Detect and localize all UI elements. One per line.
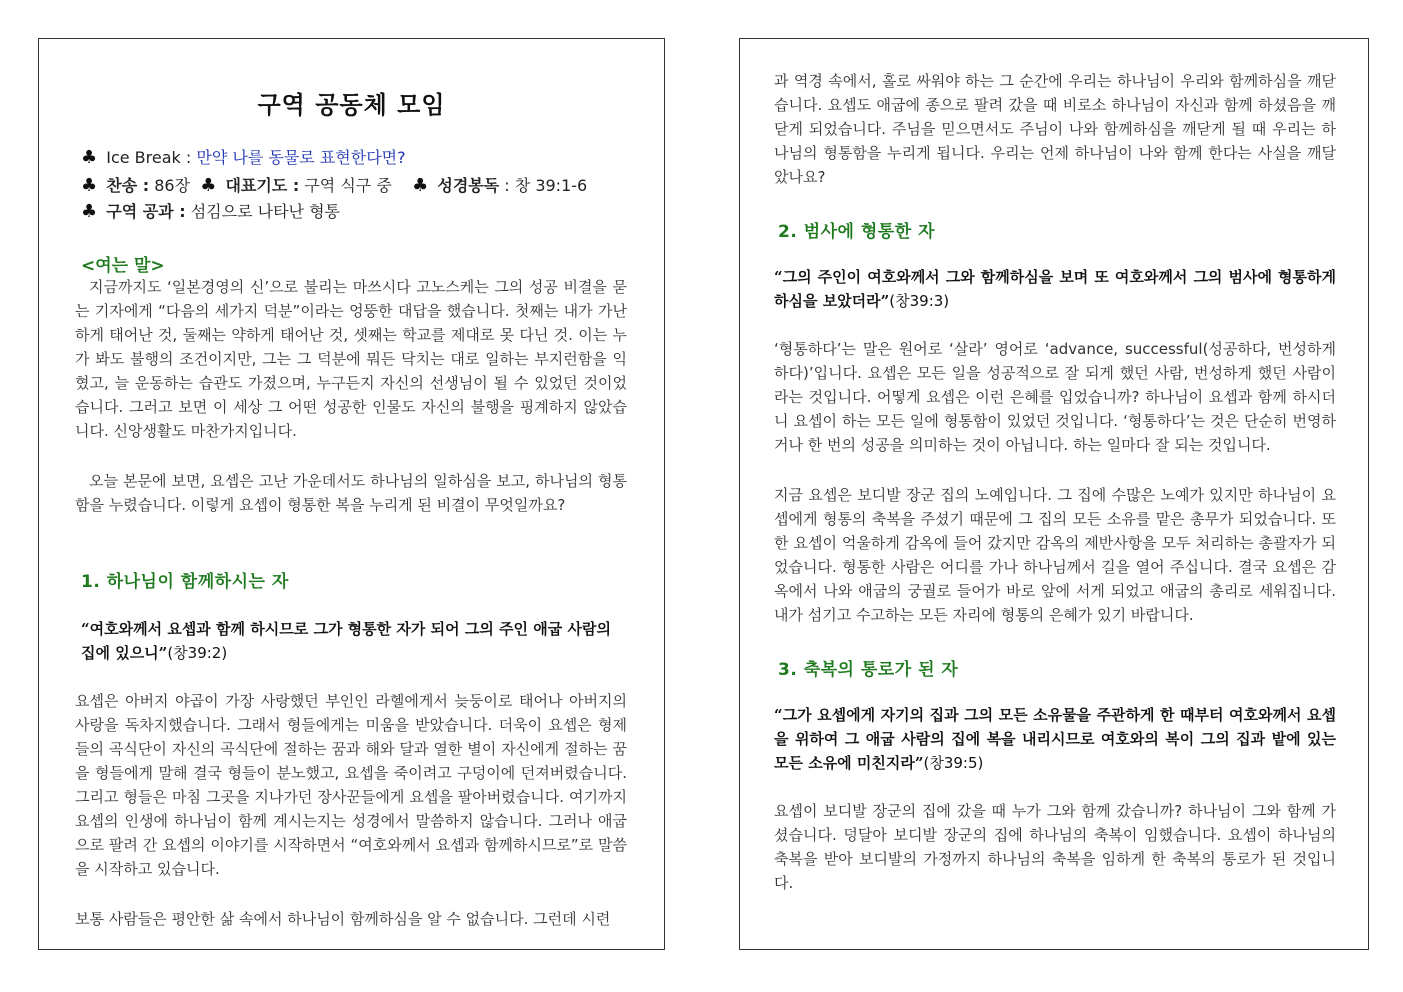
reading-value: : 창 39:1-6 [504, 176, 588, 195]
section2-quote [774, 265, 1336, 313]
hymn-label: 찬송 : [106, 176, 150, 195]
ice-break-line [81, 145, 406, 168]
page-title: 구역 공동체 모임 [257, 91, 446, 119]
section2-paragraph-2: 지금 요셉은 보디발 장군 집의 노예입니다. 그 집에 수많은 노예가 있지만 하나님이 요셉에게 형통의 축복을 주셨기 때문에 그 집의 모든 소유를 맡은 총무가 되었습니다. 또한 요셉이 억울하게 감옥에 들어 갔지만 감옥의 제반사항을 모두 처리하는 총괄자가 되었습니다. 형통한 사람은 어디를 가나 하나님께서 길을 열어 주십니다. 결국 요셉은 감옥에서 나와 애굽의 궁궐로 들어가 바로 앞에 서게 되었고 애굽의 총리로 세워집니다. 내가 섬기고 수고하는 모든 자리에 형통의 은혜가 있기 바랍니다. [774, 486, 1336, 624]
lesson-label: 구역 공과 : [106, 202, 186, 221]
section3-quote-ref: (창39:5) [923, 754, 984, 772]
opening-heading: <여는 말> [81, 256, 165, 276]
section2-paragraph-1: ‘형통하다’는 말은 원어로 ‘살라’ 영어로 ‘advance, successful(성공하다, 번성하게 하다)’입니다. 요셉은 모든 일을 성공적으로 잘 되게 했던 사람, 번성하게 했던 사람이라는 것입니다. 어떻게 요셉은 이런 은혜를 입었습니까? 하나님이 요셉과 함께 하시더니 요셉이 하는 모든 일에 형통함이 있었던 것입니다. ‘형통하다’는 것은 단순히 번영하거나 한 번의 성공을 의미하는 것이 아닙니다. 하는 일마다 잘 되는 것입니다. [774, 340, 1336, 454]
right-page [739, 38, 1369, 950]
lesson-line [81, 199, 340, 222]
section1-quote-text: “여호와께서 요셉과 함께 하시므로 그가 형통한 자가 되어 그의 주인 애굽 사람의 집에 있으니” [81, 620, 611, 662]
section2-heading: 2. 범사에 형통한 자 [778, 222, 935, 242]
ice-break-value: 만약 나를 동물로 표현한다면? [196, 148, 406, 167]
prayer-label: 대표기도 : [225, 176, 300, 195]
section3-quote-text: “그가 요셉에게 자기의 집과 그의 모든 소유물을 주관하게 한 때부터 여호와께서 요셉을 위하여 그 애굽 사람의 집에 복을 내리시므로 여호와의 복이 그의 집과 밭에 있는 모든 소유에 미친지라” [774, 706, 1336, 772]
clubs-icon: ♣ [81, 175, 98, 196]
clubs-icon: ♣ [200, 175, 217, 196]
opening-paragraph-2: 오늘 본문에 보면, 요셉은 고난 가운데서도 하나님의 일하심을 보고, 하나님의 형통함을 누렸습니다. 이렇게 요셉이 형통한 복을 누리게 된 비결이 무엇일까요? [75, 472, 627, 514]
ice-break-label: Ice Break [106, 148, 181, 167]
section1-paragraph-1: 요셉은 아버지 야곱이 가장 사랑했던 부인인 라헬에게서 늦둥이로 태어나 아버지의 사랑을 독차지했습니다. 그래서 형들에게는 미움을 받았습니다. 더욱이 요셉은 형제들의 곡식단이 자신의 곡식단에 절하는 꿈과 해와 달과 열한 별이 자신에게 절하는 꿈을 형들에게 말해 결국 형들이 분노했고, 요셉을 죽이려고 구덩이에 던져버렸습니다. 그리고 형들은 마침 그곳을 지나가던 장사꾼들에게 요셉을 팔아버렸습니다. 여기까지 요셉의 인생에 하나님이 함께 계시는지는 성경에서 말씀하지 않습니다. 그러나 애굽으로 팔려 간 요셉의 이야기를 시작하면서 “여호와께서 요셉과 함께하시므로”로 말씀을 시작하고 있습니다. [75, 692, 627, 878]
section1-paragraph-2: 보통 사람들은 평안한 삶 속에서 하나님이 함께하심을 알 수 없습니다. 그런데 시련 [75, 910, 611, 928]
section2-quote-text: “그의 주인이 여호와께서 그와 함께하심을 보며 또 여호와께서 그의 범사에 형통하게 하심을 보았더라” [774, 268, 1336, 310]
ice-break-sep: : [185, 148, 192, 167]
section3-heading: 3. 축복의 통로가 된 자 [778, 660, 959, 680]
clubs-icon: ♣ [81, 147, 98, 168]
continued-paragraph: 과 역경 속에서, 홀로 싸워야 하는 그 순간에 우리는 하나님이 우리와 함께하심을 깨닫습니다. 요셉도 애굽에 종으로 팔려 갔을 때 비로소 하나님이 자신과 함께 하셨음을 깨닫게 되었습니다. 주님을 믿으면서도 주님이 나와 함께하심을 깨닫게 될 때 우리는 하나님의 형통함을 누리게 됩니다. 우리는 언제 하나님이 나와 함께 한다는 사실을 깨달았나요? [774, 72, 1336, 186]
lesson-value: 섬김으로 나타난 형통 [190, 202, 340, 221]
prayer-value: 구역 식구 중 [304, 176, 392, 195]
reading-label: 성경봉독 [437, 176, 500, 195]
hymn-value: 86장 [154, 176, 191, 195]
section3-paragraph-1: 요셉이 보디발 장군의 집에 갔을 때 누가 그와 함께 갔습니까? 하나님이 그와 함께 가셨습니다. 덩달아 보디발 장군의 집에 하나님의 축복이 임했습니다. 요셉이 하나님의 축복을 받아 보디발의 가정까지 하나님의 축복을 임하게 한 축복의 통로가 된 것입니다. [774, 802, 1336, 892]
section1-heading: 1. 하나님이 함께하시는 자 [81, 572, 289, 592]
opening-paragraph-1: 지금까지도 ‘일본경영의 신’으로 불리는 마쓰시다 고노스케는 그의 성공 비결을 묻는 기자에게 “다음의 세가지 덕분”이라는 엉뚱한 대답을 했습니다. 첫째는 내가 가난하게 태어난 것, 둘째는 약하게 태어난 것, 셋째는 학교를 제대로 못 다닌 것. 이는 누가 봐도 불행의 조건이지만, 그는 그 덕분에 뭐든 닥치는 대로 일하는 부지런함을 익혔고, 늘 운동하는 습관도 가졌으며, 누구든지 자신의 선생님이 될 수 있었던 것이었습니다. 그러고 보면 이 세상 그 어떤 성공한 인물도 자신의 불행을 핑계하지 않았습니다. 신앙생활도 마찬가지입니다. [75, 278, 627, 440]
clubs-icon: ♣ [412, 175, 429, 196]
clubs-icon: ♣ [81, 201, 98, 222]
section1-quote-ref: (창39:2) [167, 644, 228, 662]
section1-quote [81, 617, 611, 665]
worship-order-line [81, 173, 587, 196]
section3-quote [774, 703, 1336, 775]
left-page [38, 38, 665, 950]
section2-quote-ref: (창39:3) [889, 292, 950, 310]
